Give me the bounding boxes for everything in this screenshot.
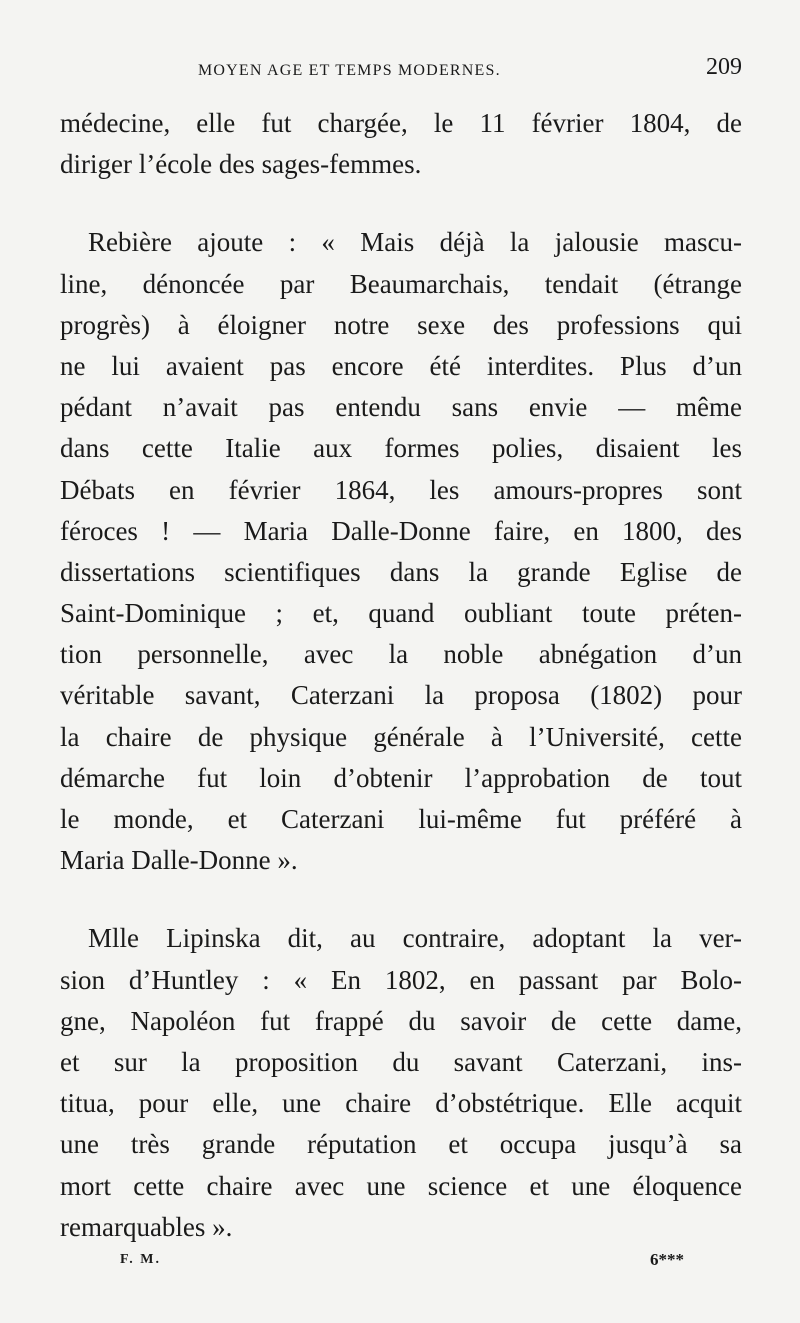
text-line: le monde, et Caterzani lui-même fut préféré à [60,804,742,834]
text-line: démarche fut loin d’obtenir l’approbation de tout [60,762,742,793]
text-line: sion d’Huntley : « En 1802, en passant par Bolo- [60,964,742,995]
text-line: et sur la proposition du savant Caterzani, ins- [60,1046,742,1077]
text-line: médecine, elle fut chargée, le 11 février 1804, de [60,108,742,138]
text-line: line, dénoncée par Beaumarchais, tendait (étrange [60,268,742,299]
text-line: progrès) à éloigner notre sexe des professions qui [60,309,742,340]
text-line: dissertations scientifiques dans la grande Eglise de [60,556,742,587]
running-head [60,54,740,84]
page-number: 209 [706,54,742,80]
text-line: mort cette chaire avec une science et une éloquence [60,1170,742,1201]
text-line: féroces ! — Maria Dalle-Donne faire, en 1800, des [60,515,742,546]
paragraph-gap [60,185,742,222]
paragraph-2 [60,222,742,881]
text-line: gne, Napoléon fut frappé du savoir de cette dame, [60,1005,742,1036]
running-title: MOYEN AGE ET TEMPS MODERNES. [198,62,501,79]
text-line: diriger l’école des sages-femmes. [60,149,422,180]
printer-signature: F. M. [120,1252,161,1267]
text-line: Rebière ajoute : « Mais déjà la jalousie mascu- [88,227,742,258]
page-footer [60,1252,740,1276]
text-line: titua, pour elle, une chaire d’obstétrique. Elle acquit [60,1088,742,1119]
text-line: ne lui avaient pas encore été interdites. Plus d’un [60,350,742,381]
body-text [60,103,742,1248]
signature-mark: 6*** [650,1250,684,1269]
text-line: véritable savant, Caterzani la proposa (1802) pour [60,680,742,711]
text-line: la chaire de physique générale à l’Université, cette [60,721,742,752]
text-line: tion personnelle, avec la noble abnégation d’un [60,639,742,670]
paragraph-gap [60,881,742,918]
text-line: pédant n’avait pas entendu sans envie — même [60,392,742,423]
text-line: une très grande réputation et occupa jusqu’à sa [60,1129,742,1160]
text-line: dans cette Italie aux formes polies, disaient les [60,433,742,464]
text-line: Débats en février 1864, les amours-propres sont [60,474,742,505]
text-line: Mlle Lipinska dit, au contraire, adoptant la ver- [88,923,742,954]
text-line: remarquables ». [60,1211,233,1242]
text-line: Maria Dalle-Donne ». [60,845,298,876]
paragraph-3 [60,918,742,1248]
paragraph-1 [60,103,742,185]
text-line: Saint-Dominique ; et, quand oubliant toute préten- [60,598,742,629]
